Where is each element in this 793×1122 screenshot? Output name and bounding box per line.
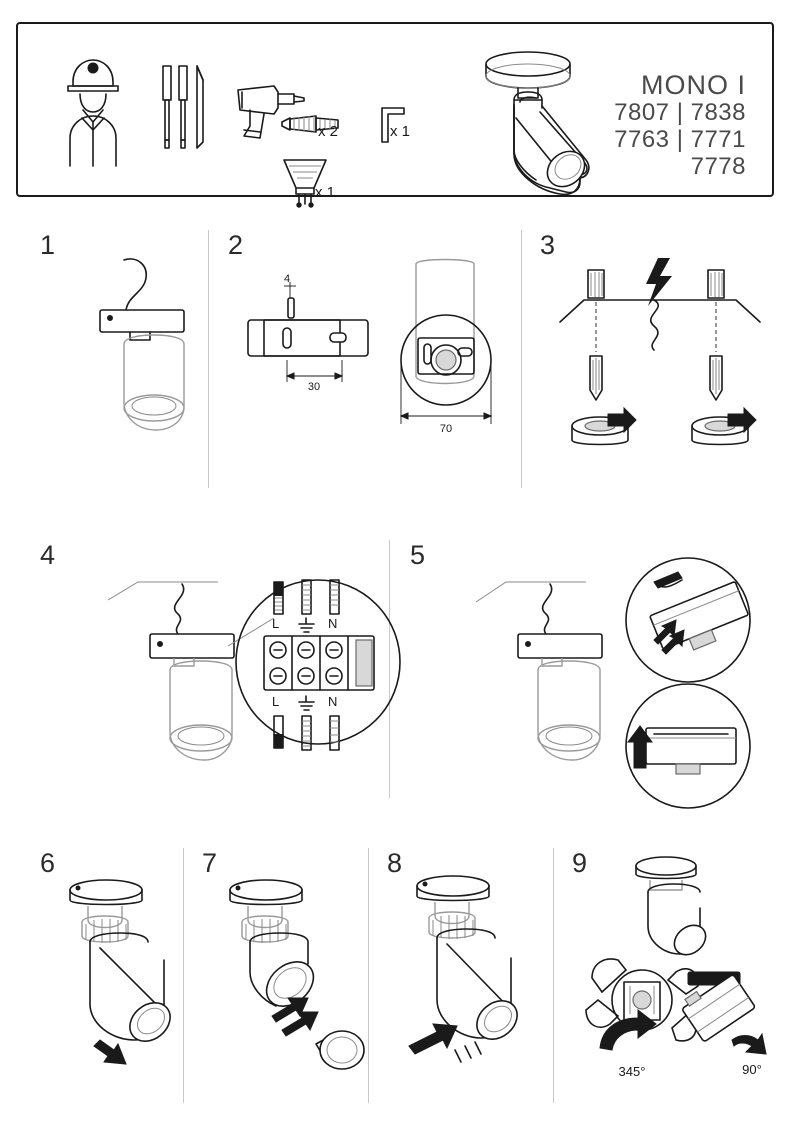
angle-345-text: 345° — [618, 1064, 646, 1079]
step-3-drill-and-power-off — [530, 228, 770, 488]
terminal-l-bottom: L — [272, 694, 280, 709]
step-7-insert-bulb — [192, 846, 360, 1102]
step-6-number: 6 — [40, 848, 56, 878]
step-2-number: 2 — [228, 230, 244, 260]
terminal-n-top: N — [328, 616, 338, 631]
terminal-n-bottom: N — [328, 694, 338, 709]
product-codes-1: 7807 | 7838 — [614, 99, 746, 127]
step-8-refit-ring — [377, 846, 549, 1102]
step-5-illustration — [448, 556, 768, 806]
wall-plug-qty-label: x 2 — [318, 123, 339, 140]
screwdrivers-icon — [153, 60, 213, 160]
dim-30-text: 30 — [307, 381, 321, 393]
step-2-mounting-dimensions — [218, 228, 518, 488]
step-4-wiring-terminal-block — [30, 538, 386, 806]
step-7-illustration — [210, 864, 370, 1094]
product-model-title — [614, 70, 746, 181]
step-9-illustration — [580, 852, 785, 1097]
dim-70-text: 70 — [439, 423, 453, 435]
step-9-adjust-angles — [562, 846, 774, 1102]
gu10-bulb-icon — [270, 152, 340, 210]
step-2-front-view — [378, 256, 518, 456]
dim-4-text: 4 — [283, 273, 291, 285]
step-3-illustration — [550, 250, 770, 470]
allen-key-qty-label: x 1 — [390, 123, 411, 140]
step-4-illustration — [78, 552, 418, 802]
header-box — [16, 22, 774, 201]
divider-1 — [208, 230, 209, 488]
bulb-qty-label: x 1 — [315, 184, 336, 201]
step-7-number: 7 — [202, 848, 218, 878]
step-3-number: 3 — [540, 230, 556, 260]
step-9-number: 9 — [572, 848, 588, 878]
step-5-attach-base-plate — [400, 538, 770, 806]
ceiling-spotlight-icon — [480, 42, 610, 202]
step-8-illustration — [395, 860, 560, 1095]
angle-90-text: 90° — [742, 1062, 762, 1077]
step-1-illustration — [72, 252, 202, 462]
step-5-number: 5 — [410, 540, 426, 570]
step-4-number: 4 — [40, 540, 56, 570]
step-6-illustration — [48, 864, 193, 1094]
product-codes-2: 7763 | 7771 — [614, 126, 746, 154]
step-2-side-view — [238, 273, 378, 408]
step-1-number: 1 — [40, 230, 56, 260]
divider-2 — [521, 230, 522, 488]
installer-icon — [58, 46, 128, 186]
product-codes-3: 7778 — [690, 152, 746, 180]
step-1-unpack-fixture — [30, 228, 205, 488]
step-8-number: 8 — [387, 848, 403, 878]
step-6-remove-ring — [30, 846, 182, 1102]
terminal-l-top: L — [272, 616, 280, 631]
product-name: MONO I — [641, 70, 746, 100]
